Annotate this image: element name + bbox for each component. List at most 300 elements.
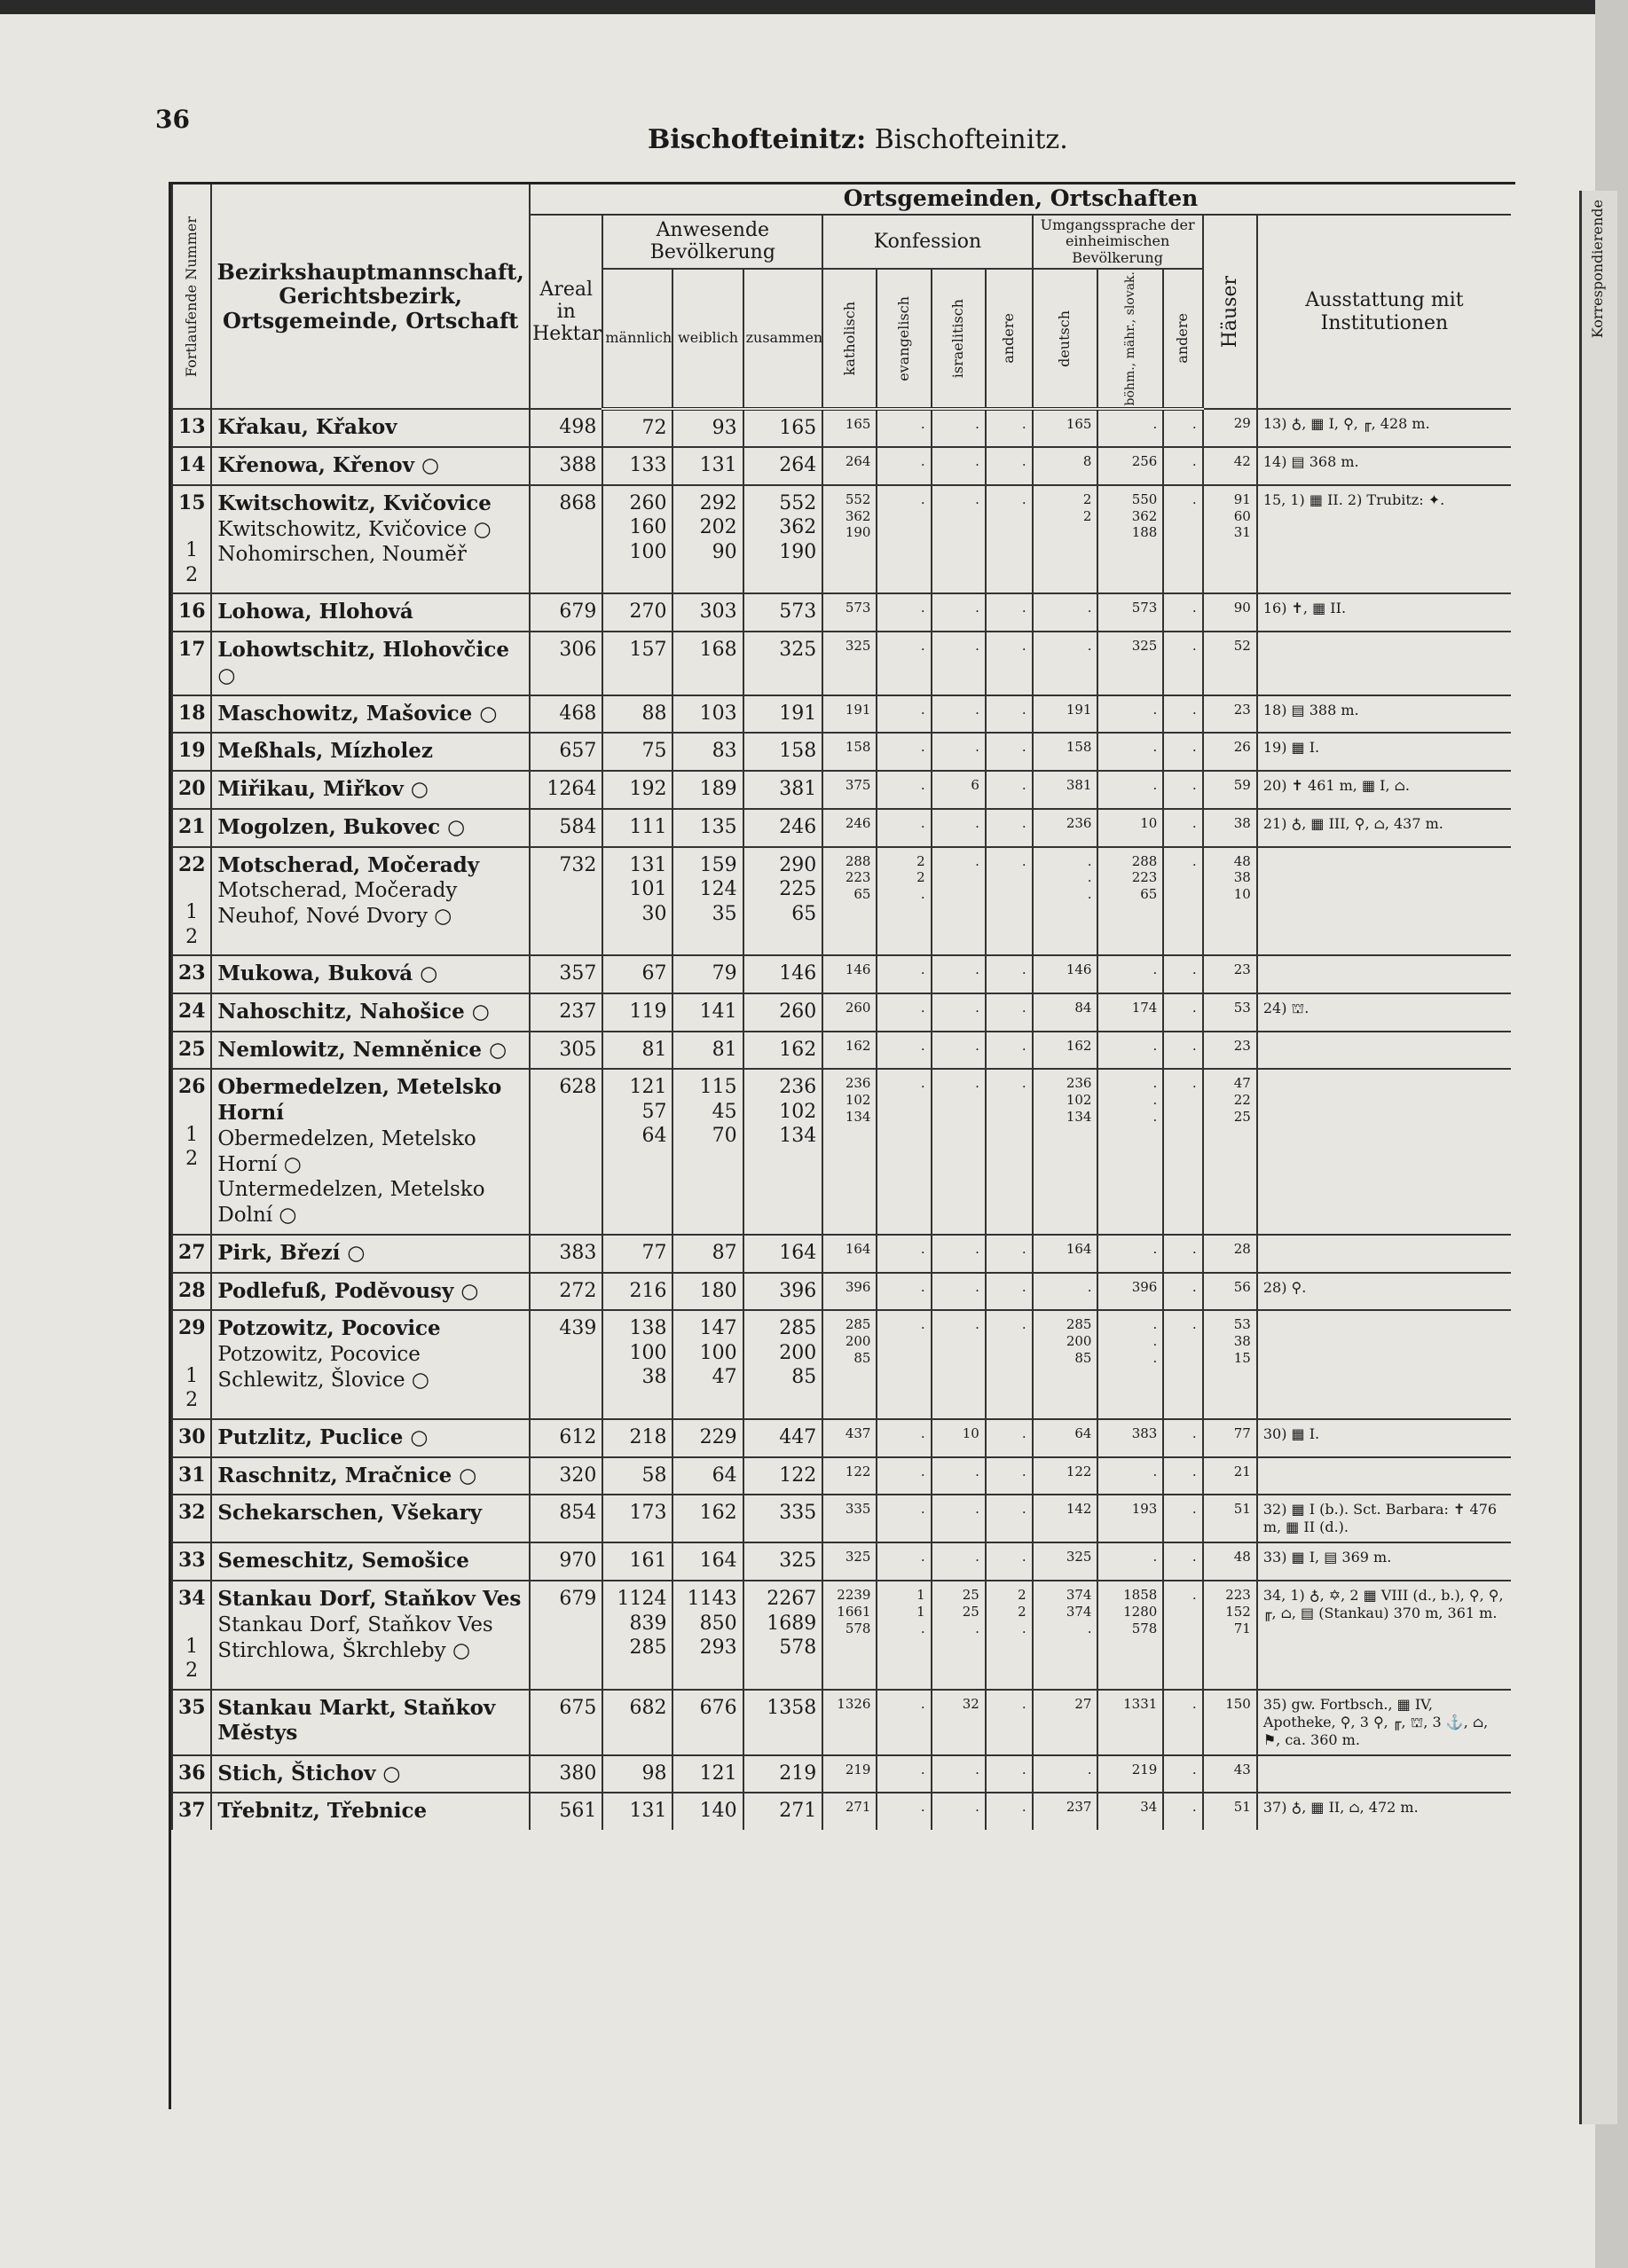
areal-cell: 439 [530,1310,602,1419]
andere-sprache-cell: . [1163,1755,1202,1793]
weiblich-cell: 83 [672,733,743,771]
statistics-table [171,184,1511,1830]
municipality-name: Stankau Dorf, Staňkov Ves [217,1587,522,1612]
ausstattung-cell: 30) ▦ I. [1257,1419,1511,1457]
evangelisch-cell: . [877,632,931,695]
areal-cell: 380 [530,1755,602,1793]
katholisch-cell: 264 [822,447,877,485]
statistics-table-frame [169,182,1515,2109]
areal-cell: 468 [530,695,602,734]
name-cell [211,593,530,632]
andere-konfession-cell: . [986,847,1033,956]
ausstattung-cell: 34, 1) ♁, ✡, 2 ▦ VIII (d., b.), ⚲, ⚲, ╓, ⌂, ▤ (Stankau) 370 m, 361 m. [1257,1581,1511,1690]
haeuser-cell: 150 [1203,1690,1257,1755]
boehmisch-cell: 325 [1097,632,1163,695]
col-boehmisch: böhm., mähr., slovak. [1097,269,1163,409]
weiblich-cell: 180 [672,1273,743,1311]
ausstattung-cell: 14) ▤ 368 m. [1257,447,1511,485]
statistics-table-body [172,409,1511,1830]
page-title-district: Bischofteinitz: [648,124,867,155]
locality-name: Motscherad, Močerady [217,879,458,903]
andere-sprache-cell: . [1163,1273,1202,1311]
boehmisch-cell: 174 [1097,993,1163,1032]
andere-sprache-cell: . [1163,847,1202,956]
israelitisch-cell: . [932,593,986,632]
municipality-name: Stich, Štichov ○ [217,1761,401,1785]
andere-sprache-cell: . [1163,1457,1202,1495]
zusammen-cell: 1358 [743,1690,823,1755]
name-cell [211,409,530,447]
deutsch-cell: 325 [1033,1542,1098,1581]
maennlich-cell: 111 [602,809,672,847]
zusammen-cell: 146 [743,955,823,993]
areal-cell: 383 [530,1235,602,1273]
andere-sprache-cell: . [1163,955,1202,993]
andere-sprache-cell: . [1163,1542,1202,1581]
israelitisch-cell: . [932,409,986,447]
table-row [172,1690,1511,1755]
maennlich-cell: 131 [602,1793,672,1830]
maennlich-cell: 682 [602,1690,672,1755]
name-cell [211,1755,530,1793]
municipality-name: Potzowitz, Pocovice [217,1316,441,1341]
andere-sprache-cell: . [1163,1690,1202,1755]
boehmisch-cell: 396 [1097,1273,1163,1311]
ausstattung-cell [1257,955,1511,993]
andere-konfession-cell: . [986,1793,1033,1830]
ausstattung-cell: 35) gw. Fortbsch., ▦ IV, Apotheke, ⚲, 3 ⚲, ╓, ⛫, 3 ⚓, ⌂, ⚑, ca. 360 m. [1257,1690,1511,1755]
col-evangelisch: evangelisch [877,269,931,409]
katholisch-cell: 325 [822,632,877,695]
row-number: 21 [172,809,211,847]
evangelisch-cell: . [877,733,931,771]
andere-konfession-cell: . [986,1457,1033,1495]
row-number: 31 [172,1457,211,1495]
katholisch-cell: 246 [822,809,877,847]
andere-konfession-cell: . [986,1690,1033,1755]
katholisch-cell: 335 [822,1495,877,1542]
row-number: 37 [172,1793,211,1830]
andere-sprache-cell: . [1163,1235,1202,1273]
katholisch-cell: 1326 [822,1690,877,1755]
evangelisch-cell: . [877,1032,931,1070]
areal-cell: 306 [530,632,602,695]
boehmisch-cell: 288 223 65 [1097,847,1163,956]
boehmisch-cell: . [1097,409,1163,447]
haeuser-cell: 26 [1203,733,1257,771]
col-ausstattung: Ausstattung mit Institutionen [1257,215,1511,410]
israelitisch-cell: . [932,955,986,993]
zusammen-cell: 285 200 85 [743,1310,823,1419]
israelitisch-cell: . [932,695,986,734]
areal-cell: 305 [530,1032,602,1070]
table-row [172,409,1511,447]
areal-cell: 272 [530,1273,602,1311]
israelitisch-cell: . [932,1542,986,1581]
evangelisch-cell: . [877,1495,931,1542]
municipality-name: Mukowa, Buková ○ [217,961,438,986]
areal-cell: 584 [530,809,602,847]
table-row [172,847,1511,956]
maennlich-cell: 270 [602,593,672,632]
ausstattung-cell [1257,1457,1511,1495]
ausstattung-cell [1257,632,1511,695]
table-row [172,733,1511,771]
boehmisch-cell: . . . [1097,1069,1163,1235]
haeuser-cell: 77 [1203,1419,1257,1457]
maennlich-cell: 260 160 100 [602,485,672,594]
andere-konfession-cell: . [986,1032,1033,1070]
areal-cell: 679 [530,593,602,632]
andere-sprache-cell: . [1163,771,1202,809]
col-ortsgemeinden-group: Ortsgemeinden, Ortschaften [530,184,1511,215]
table-row [172,485,1511,594]
deutsch-cell: . [1033,632,1098,695]
locality-name: Stirchlowa, Škrchleby ○ [217,1638,471,1662]
evangelisch-cell: . [877,955,931,993]
locality-name: Stankau Dorf, Staňkov Ves [217,1613,493,1636]
table-row [172,809,1511,847]
ausstattung-cell: 16) ✝, ▦ II. [1257,593,1511,632]
israelitisch-cell: . [932,1495,986,1542]
deutsch-cell: 64 [1033,1419,1098,1457]
haeuser-cell: 48 [1203,1542,1257,1581]
andere-sprache-cell: . [1163,993,1202,1032]
maennlich-cell: 216 [602,1273,672,1311]
andere-sprache-cell: . [1163,1793,1202,1830]
israelitisch-cell: . [932,632,986,695]
municipality-name: Maschowitz, Mašovice ○ [217,701,498,726]
name-cell [211,447,530,485]
maennlich-cell: 75 [602,733,672,771]
andere-konfession-cell: . [986,733,1033,771]
haeuser-cell: 23 [1203,1032,1257,1070]
page-title [648,124,1068,155]
katholisch-cell: 285 200 85 [822,1310,877,1419]
maennlich-cell: 77 [602,1235,672,1273]
boehmisch-cell: 573 [1097,593,1163,632]
weiblich-cell: 676 [672,1690,743,1755]
andere-sprache-cell: . [1163,1032,1202,1070]
locality-name: Potzowitz, Pocovice [217,1343,421,1367]
boehmisch-cell: 550 362 188 [1097,485,1163,594]
row-number: 16 [172,593,211,632]
areal-cell: 732 [530,847,602,956]
table-row [172,1755,1511,1793]
andere-sprache-cell: . [1163,695,1202,734]
areal-cell: 657 [530,733,602,771]
table-row [172,1032,1511,1070]
municipality-name: Křenowa, Křenov ○ [217,453,440,478]
weiblich-cell: 81 [672,1032,743,1070]
haeuser-cell: 91 60 31 [1203,485,1257,594]
col-anwesende-group: Anwesende Bevölkerung [602,215,822,269]
zusammen-cell: 290 225 65 [743,847,823,956]
maennlich-cell: 121 57 64 [602,1069,672,1235]
weiblich-cell: 103 [672,695,743,734]
katholisch-cell: 325 [822,1542,877,1581]
katholisch-cell: 375 [822,771,877,809]
israelitisch-cell: . [932,733,986,771]
katholisch-cell: 260 [822,993,877,1032]
boehmisch-cell: 34 [1097,1793,1163,1830]
israelitisch-cell: . [932,1235,986,1273]
locality-name: Obermedelzen, Metelsko Horní ○ [217,1126,476,1176]
deutsch-cell: 236 [1033,809,1098,847]
andere-sprache-cell: . [1163,1495,1202,1542]
municipality-name: Putzlitz, Puclice ○ [217,1424,429,1449]
boehmisch-cell: . [1097,1032,1163,1070]
zusammen-cell: 325 [743,1542,823,1581]
andere-konfession-cell: . [986,1069,1033,1235]
name-cell [211,1310,530,1419]
haeuser-cell: 23 [1203,955,1257,993]
maennlich-cell: 192 [602,771,672,809]
weiblich-cell: 168 [672,632,743,695]
ausstattung-cell [1257,1069,1511,1235]
andere-konfession-cell: . [986,1419,1033,1457]
ausstattung-cell: 33) ▦ I, ▤ 369 m. [1257,1542,1511,1581]
ausstattung-cell [1257,1235,1511,1273]
municipality-name: Lohowtschitz, Hlohovčice ○ [217,638,510,687]
evangelisch-cell: . [877,409,931,447]
evangelisch-cell: . [877,447,931,485]
municipality-name: Lohowa, Hlohová [217,600,413,624]
boehmisch-cell: . [1097,1235,1163,1273]
row-number: 27 [172,1235,211,1273]
evangelisch-cell: . [877,771,931,809]
row-number: 28 [172,1273,211,1311]
zusammen-cell: 325 [743,632,823,695]
evangelisch-cell: . [877,1310,931,1419]
haeuser-cell: 38 [1203,809,1257,847]
haeuser-cell: 48 38 10 [1203,847,1257,956]
andere-konfession-cell: . [986,771,1033,809]
table-row [172,1793,1511,1830]
katholisch-cell: 271 [822,1793,877,1830]
katholisch-cell: 288 223 65 [822,847,877,956]
deutsch-cell: 237 [1033,1793,1098,1830]
table-row [172,1069,1511,1235]
locality-name: Untermedelzen, Metelsko Dolní ○ [217,1178,485,1228]
areal-cell: 388 [530,447,602,485]
ausstattung-cell [1257,1755,1511,1793]
row-number: 19 [172,733,211,771]
haeuser-cell: 90 [1203,593,1257,632]
ausstattung-cell: 18) ▤ 388 m. [1257,695,1511,734]
zusammen-cell: 164 [743,1235,823,1273]
andere-konfession-cell: . [986,1755,1033,1793]
municipality-name: Meßhals, Mízholez [217,739,433,764]
col-umgangssprache-group: Umgangssprache der einheimischen Bevölkerung [1033,215,1203,269]
boehmisch-cell: 193 [1097,1495,1163,1542]
municipality-name: Třebnitz, Třebnice [217,1799,428,1824]
katholisch-cell: 191 [822,695,877,734]
zusammen-cell: 396 [743,1273,823,1311]
israelitisch-cell: . [932,993,986,1032]
row-number: 26 1 2 [172,1069,211,1235]
row-number: 23 [172,955,211,993]
haeuser-cell: 21 [1203,1457,1257,1495]
evangelisch-cell: . [877,485,931,594]
locality-name: Neuhof, Nové Dvory ○ [217,905,452,929]
locality-name: Kwitschowitz, Kvičovice ○ [217,517,492,541]
col-maennlich: männlich [602,269,672,409]
evangelisch-cell: . [877,1755,931,1793]
areal-cell: 679 [530,1581,602,1690]
israelitisch-cell: . [932,1032,986,1070]
areal-cell: 498 [530,409,602,447]
name-cell [211,1793,530,1830]
table-row [172,771,1511,809]
areal-cell: 628 [530,1069,602,1235]
deutsch-cell: 8 [1033,447,1098,485]
row-number: 25 [172,1032,211,1070]
locality-name: Schlewitz, Šlovice ○ [217,1368,429,1392]
weiblich-cell: 303 [672,593,743,632]
haeuser-cell: 52 [1203,632,1257,695]
haeuser-cell: 29 [1203,409,1257,447]
andere-konfession-cell: . [986,593,1033,632]
boehmisch-cell: . [1097,733,1163,771]
haeuser-cell: 51 [1203,1495,1257,1542]
boehmisch-cell: . [1097,1542,1163,1581]
table-row [172,632,1511,695]
maennlich-cell: 88 [602,695,672,734]
name-cell [211,771,530,809]
katholisch-cell: 219 [822,1755,877,1793]
name-cell [211,1495,530,1542]
boehmisch-cell: . [1097,955,1163,993]
col-areal: Areal in Hektar [530,215,602,410]
row-number: 30 [172,1419,211,1457]
deutsch-cell: 374 374 . [1033,1581,1098,1690]
evangelisch-cell: . [877,1542,931,1581]
korrespondierende-label: Korrespondierende [1589,200,1606,339]
katholisch-cell: 122 [822,1457,877,1495]
name-cell [211,1235,530,1273]
municipality-name: Nahoschitz, Nahošice ○ [217,999,490,1024]
row-number: 33 [172,1542,211,1581]
deutsch-cell: 191 [1033,695,1098,734]
boehmisch-cell: 256 [1097,447,1163,485]
deutsch-cell: 146 [1033,955,1098,993]
col-haeuser: Häuser [1203,215,1257,410]
deutsch-cell: 285 200 85 [1033,1310,1098,1419]
zusammen-cell: 122 [743,1457,823,1495]
israelitisch-cell: 25 25 . [932,1581,986,1690]
weiblich-cell: 135 [672,809,743,847]
andere-konfession-cell: . [986,993,1033,1032]
katholisch-cell: 2239 1661 578 [822,1581,877,1690]
col-andere-konfession: andere [986,269,1033,409]
areal-cell: 675 [530,1690,602,1755]
katholisch-cell: 165 [822,409,877,447]
haeuser-cell: 43 [1203,1755,1257,1793]
weiblich-cell: 159 124 35 [672,847,743,956]
municipality-name: Obermedelzen, Metelsko Horní [217,1075,502,1126]
deutsch-cell: 84 [1033,993,1098,1032]
andere-konfession-cell: . [986,1310,1033,1419]
areal-cell: 854 [530,1495,602,1542]
ausstattung-cell: 19) ▦ I. [1257,733,1511,771]
zusammen-cell: 246 [743,809,823,847]
municipality-name: Miřikau, Miřkov ○ [217,777,429,802]
maennlich-cell: 157 [602,632,672,695]
areal-cell: 612 [530,1419,602,1457]
table-row [172,1273,1511,1311]
municipality-name: Stankau Markt, Staňkov Mĕstys [217,1695,496,1746]
haeuser-cell: 56 [1203,1273,1257,1311]
ausstattung-cell: 21) ♁, ▦ III, ⚲, ⌂, 437 m. [1257,809,1511,847]
weiblich-cell: 189 [672,771,743,809]
andere-konfession-cell: . [986,955,1033,993]
name-cell [211,1032,530,1070]
weiblich-cell: 292 202 90 [672,485,743,594]
ausstattung-cell: 24) ⛫. [1257,993,1511,1032]
municipality-name: Motscherad, Močerady [217,852,480,877]
weiblich-cell: 164 [672,1542,743,1581]
andere-sprache-cell: . [1163,632,1202,695]
municipality-name: Podlefuß, Podĕvousy ○ [217,1278,479,1303]
maennlich-cell: 138 100 38 [602,1310,672,1419]
andere-konfession-cell: . [986,409,1033,447]
andere-konfession-cell: . [986,809,1033,847]
zusammen-cell: 219 [743,1755,823,1793]
row-number: 36 [172,1755,211,1793]
haeuser-cell: 51 [1203,1793,1257,1830]
evangelisch-cell: . [877,1690,931,1755]
deutsch-cell: 158 [1033,733,1098,771]
weiblich-cell: 115 45 70 [672,1069,743,1235]
page-title-court: Bischofteinitz. [874,124,1068,155]
katholisch-cell: 552 362 190 [822,485,877,594]
row-number: 35 [172,1690,211,1755]
table-row [172,447,1511,485]
evangelisch-cell: . [877,593,931,632]
ausstattung-cell: 28) ⚲. [1257,1273,1511,1311]
row-number: 29 1 2 [172,1310,211,1419]
andere-konfession-cell: 2 2 . [986,1581,1033,1690]
andere-sprache-cell: . [1163,809,1202,847]
table-row [172,1419,1511,1457]
areal-cell: 357 [530,955,602,993]
deutsch-cell: 27 [1033,1690,1098,1755]
israelitisch-cell: . [932,1457,986,1495]
weiblich-cell: 147 100 47 [672,1310,743,1419]
haeuser-cell: 28 [1203,1235,1257,1273]
andere-konfession-cell: . [986,1235,1033,1273]
deutsch-cell: . . . [1033,847,1098,956]
zusammen-cell: 573 [743,593,823,632]
deutsch-cell: 122 [1033,1457,1098,1495]
name-cell [211,1273,530,1311]
municipality-name: Semeschitz, Semošice [217,1549,469,1573]
weiblich-cell: 121 [672,1755,743,1793]
andere-sprache-cell: . [1163,1419,1202,1457]
name-cell [211,1581,530,1690]
zusammen-cell: 335 [743,1495,823,1542]
locality-name: Nohomirschen, Noumĕř [217,543,467,567]
row-number: 17 [172,632,211,695]
name-cell [211,1069,530,1235]
boehmisch-cell: . [1097,1457,1163,1495]
col-andere-sprache: andere [1163,269,1202,409]
zusammen-cell: 191 [743,695,823,734]
boehmisch-cell: . [1097,771,1163,809]
zusammen-cell: 158 [743,733,823,771]
weiblich-cell: 1143 850 293 [672,1581,743,1690]
